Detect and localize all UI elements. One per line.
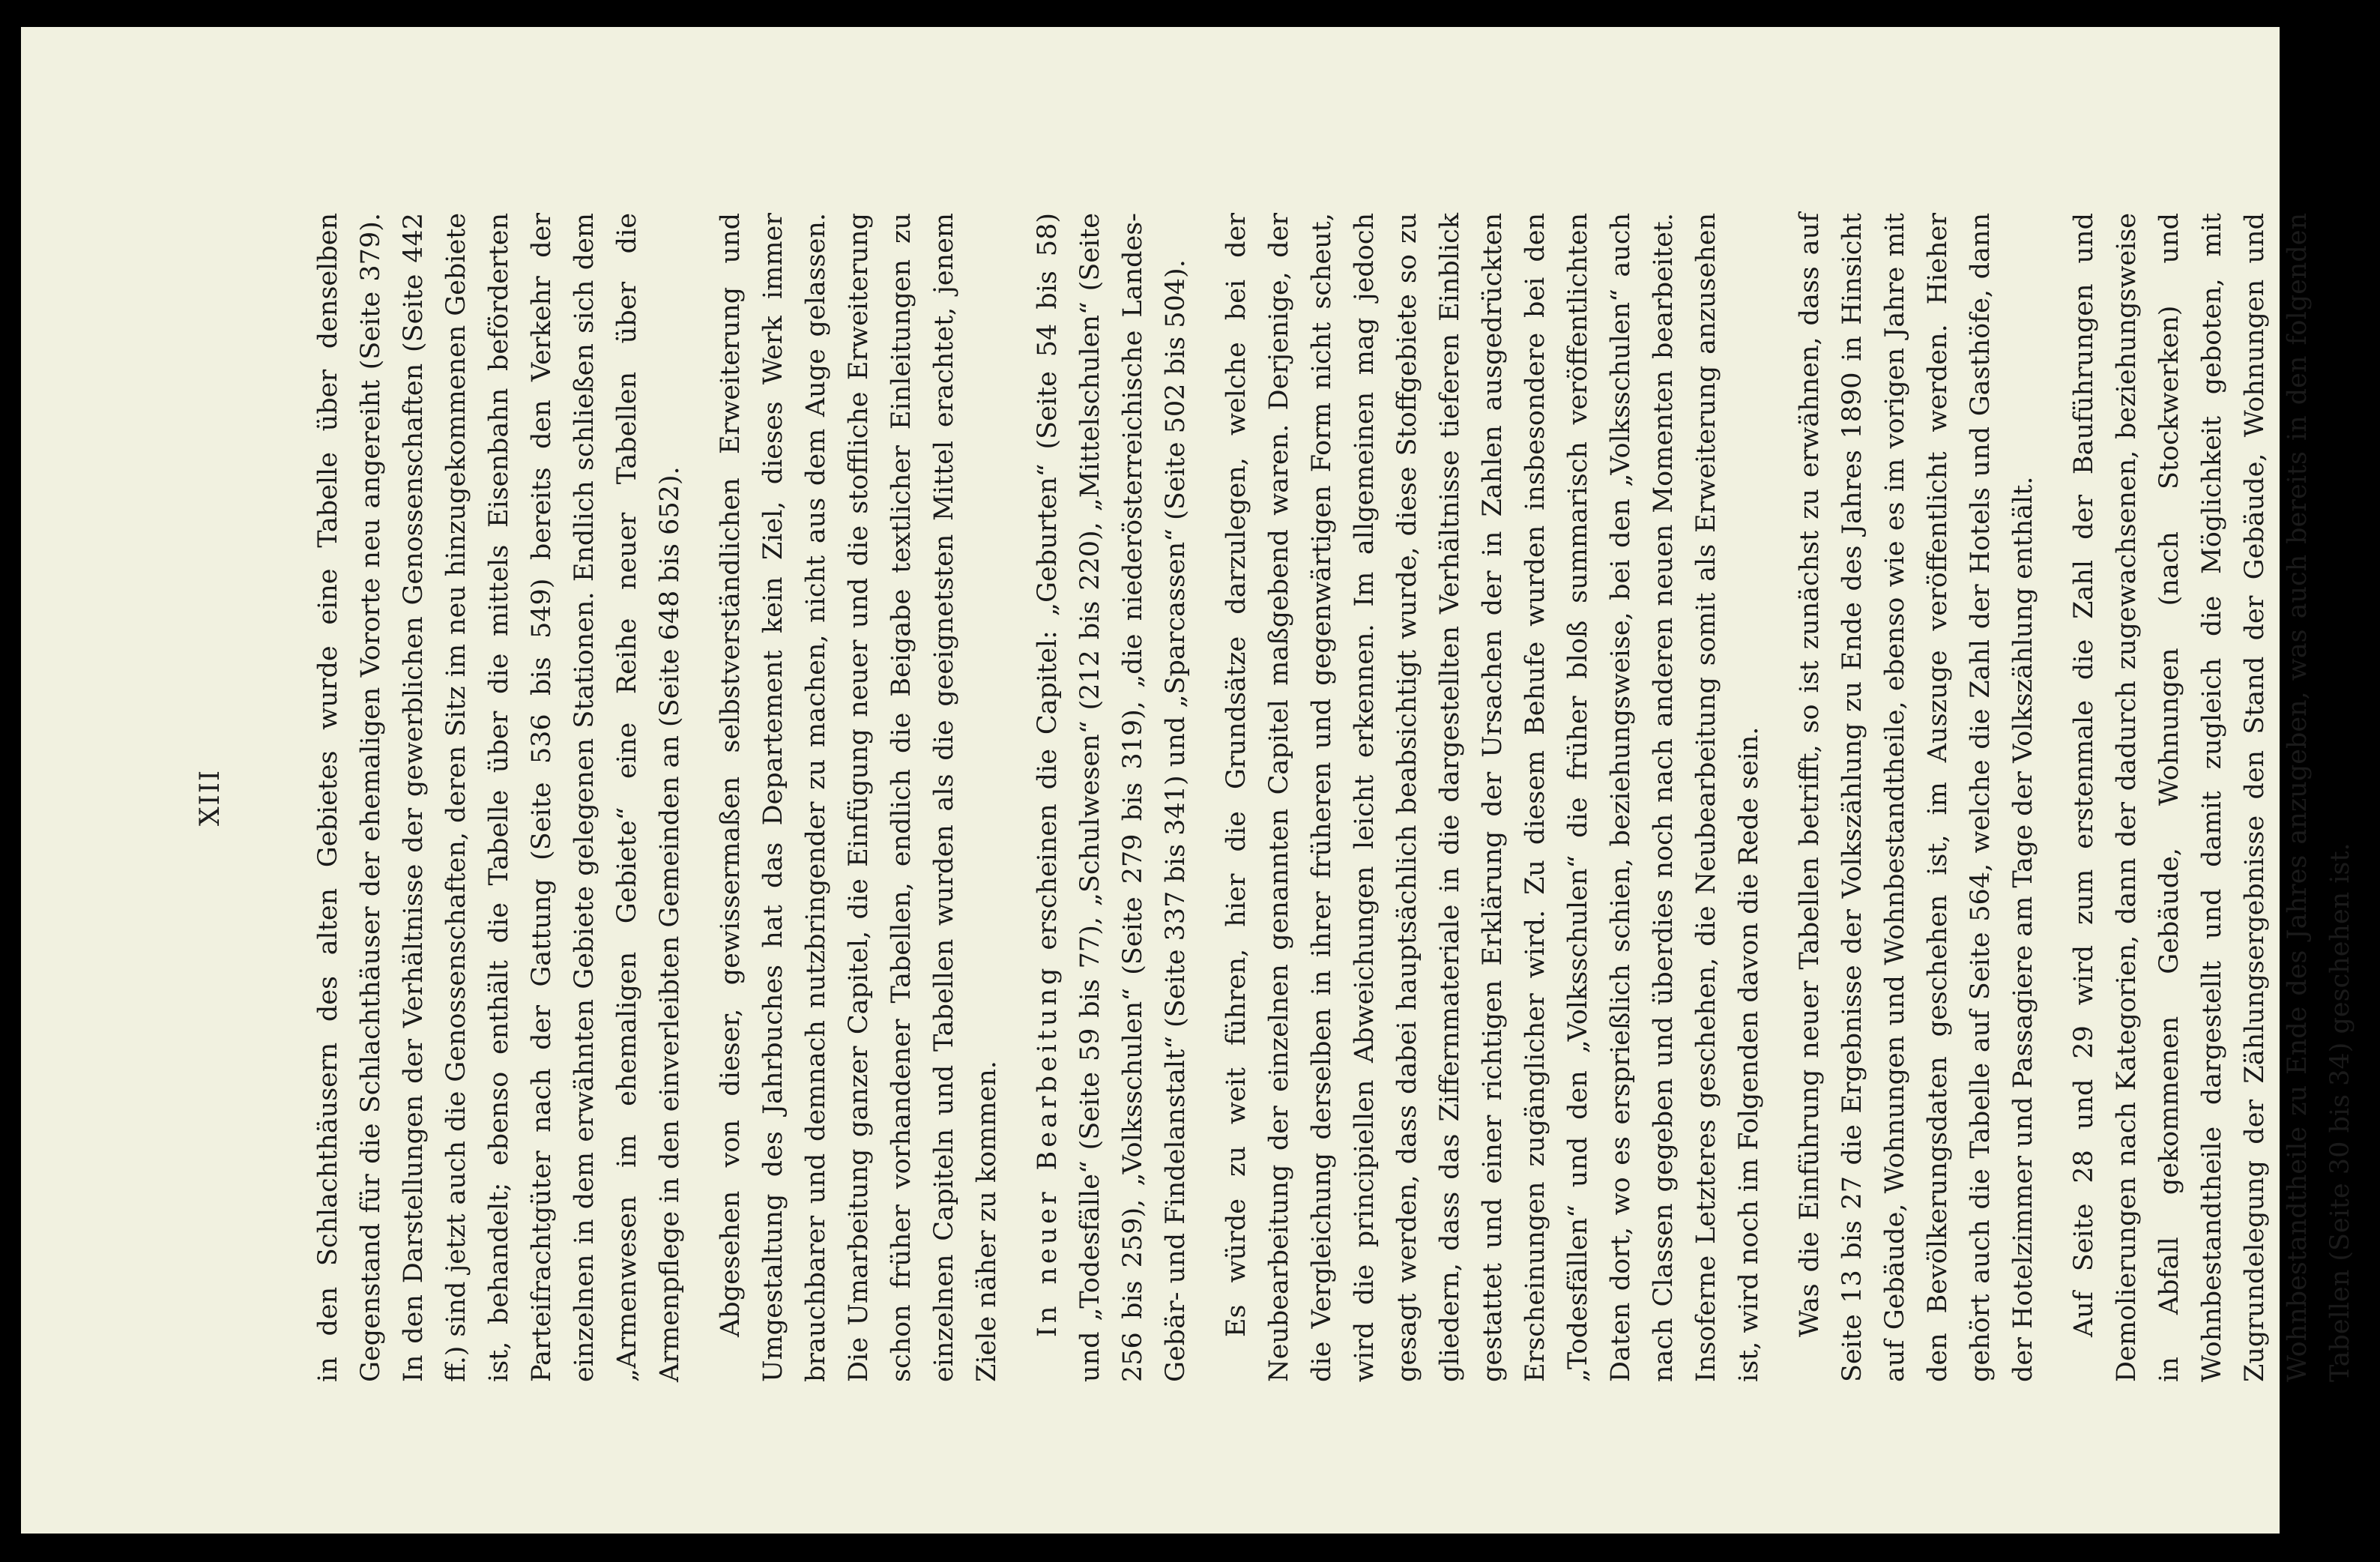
paragraph-3-text: erscheinen die Capitel: „Geburten“ (Seite 54 bis 58) und „Todesfälle“ (Seite 59 bis 77), „Schulwesen“ (212 bis 220), „Mittelschulen“ (Seite 256 bis 259), „Volksschulen“ (Seite 279 bis 319), „die niederösterreichische Landes-Gebär- und Findelanstalt“ (Seite 337 bis 341) und „Sparcassen“ (Seite 502 bis 504). — [1033, 213, 1191, 1382]
paragraph-4: Es würde zu weit führen, hier die Grundsätze darzulegen, welche bei der Neubearbeitung der einzelnen genannten Capitel maßgebend waren. Derjenige, der die Vergleichung derselben in ihrer früheren und gegenwärtigen Form nicht scheut, wird die principiellen Abweichungen leicht erkennen. Im allgemeinen mag jedoch gesagt werden, dass dabei hauptsächlich beabsichtigt wurde, diese Stoffgebiete so zu gliedern, dass das Ziffernmateriale in die dargestellten Verhältnisse tieferen Einblick gestattet und einer richtigen Erklärung der Ursachen der in Zahlen ausgedrückten Erscheinungen zugänglicher wird. Zu diesem Behufe wurden insbesondere bei den „Todesfällen“ und den „Volksschulen“ die früher bloß summarisch veröffentlichten Daten dort, wo es ersprießlich schien, beziehungsweise, bei den „Volksschulen“ auch nach Classen gegeben und überdies noch nach anderen neuen Momenten bearbeitet. Insoferne Letzteres geschehen, die Neubearbeitung somit als Erweiterung anzusehen ist, wird noch im Folgenden davon die Rede sein. — [1221, 213, 1764, 1382]
paragraph-3-lead: In neuer Bearbeitung — [1033, 964, 1063, 1337]
body-text — [307, 213, 2380, 1382]
paragraph-3 — [1027, 213, 1197, 1382]
document-page — [21, 27, 2355, 1534]
paragraph-6: Auf Seite 28 und 29 wird zum erstenmale die Zahl der Bauführungen und Demolierungen nach Kategorien, dann der dadurch zugewachsenen, beziehungsweise in Abfall gekommenen Gebäude, Wohnungen (nach Stockwerken) und Wohnbestandtheile dargestellt und damit zugleich die Möglichkeit geboten, mit Zugrundelegung der Zählungsergebnisse den Stand der Gebäude, Wohnungen und Wohnbestandtheile zu Ende des Jahres anzugeben, was auch bereits in den folgenden Tabellen (Seite 30 bis 34) geschehen ist. — [2069, 213, 2355, 1382]
paragraph-5: Was die Einführung neuer Tabellen betrifft, so ist zunächst zu erwähnen, dass auf Seite 13 bis 27 die Ergebnisse der Volkszählung zu Ende des Jahres 1890 in Hinsicht auf Gebäude, Wohnungen und Wohnbestandtheile, ebenso wie es im vorigen Jahre mit den Bevölkerungsdaten geschehen ist, im Auszuge veröffentlicht werden. Hieher gehört auch die Tabelle auf Seite 564, welche die Zahl der Hotels und Gasthöfe, dann der Hotelzimmer und Passagiere am Tage der Volkszählung enthält. — [1795, 213, 2038, 1382]
rotated-text-block — [195, 213, 2355, 1382]
paragraph-2: Abgesehen von dieser, gewissermaßen selbstverständlichen Erweiterung und Umgestaltung des Jahrbuches hat das Departement kein Ziel, dieses Werk immer brauchbarer und demnach nutzbringender zu machen, nicht aus dem Auge gelassen. Die Umarbeitung ganzer Capitel, die Einfügung neuer und die stoffliche Erweiterung schon früher vorhandener Tabellen, endlich die Beigabe textlicher Einleitungen zu einzelnen Capiteln und Tabellen wurden als die geeignetsten Mittel erachtet, jenem Ziele näher zu kommen. — [716, 213, 1002, 1382]
paragraph-1: in den Schlachthäusern des alten Gebietes wurde eine Tabelle über denselben Gegenstand für die Schlachthäuser der ehemaligen Vororte neu angereiht (Seite 379). In den Darstellungen der Verhältnisse der gewerblichen Genossenschaften (Seite 442 ff.) sind jetzt auch die Genossenschaften, deren Sitz im neu hinzugekommenen Gebiete ist, behandelt; ebenso enthält die Tabelle über die mittels Eisenbahn beförderten Parteifrachtgüter nach der Gattung (Seite 536 bis 549) bereits den Verkehr der einzelnen in dem erwähnten Gebiete gelegenen Stationen. Endlich schließen sich dem „Armenwesen im ehemaligen Gebiete“ eine Reihe neuer Tabellen über die Armenpflege in den einverleibten Gemeinden an (Seite 648 bis 652). — [313, 213, 685, 1382]
page-number: XIII — [195, 768, 226, 827]
